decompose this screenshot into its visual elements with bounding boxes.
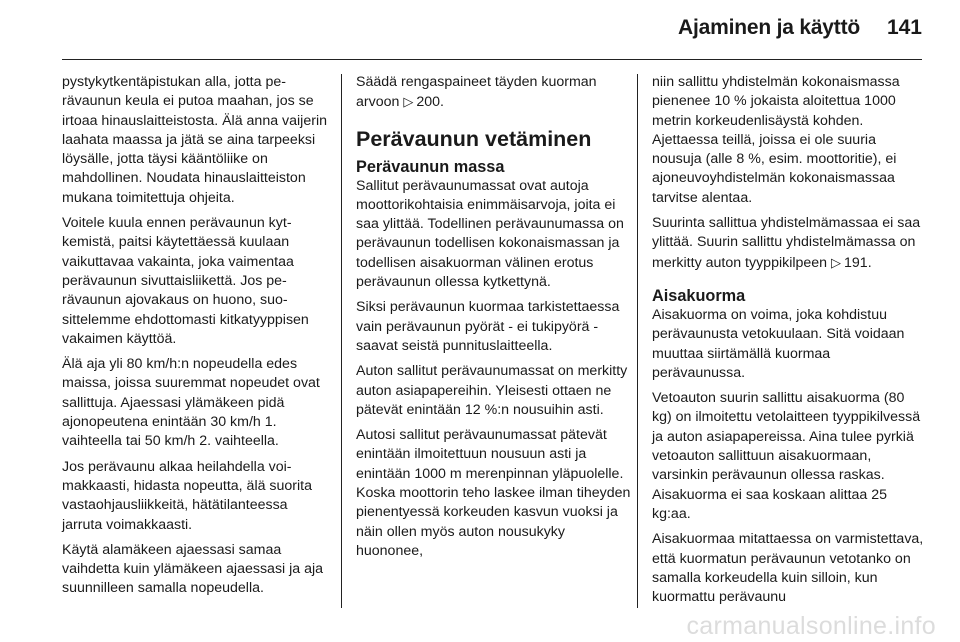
paragraph: Älä aja yli 80 km/h:n nopeudella edes maissa, joissa suuremmat nopeudet ovat sallittuja. Ajaessasi ylämäkeen pidä ajonopeutena enintään 30 km/h 1. vaihteella tai 50 km/h 2. vaihteella.: [62, 356, 320, 450]
running-header-title: Ajaminen ja käyttö: [678, 16, 860, 39]
column-divider: [637, 74, 638, 608]
paragraph: Voitele kuula ennen perävaunun kytkemistä, paitsi käytettäessä kuulaan vaikuttavaa vakainta, joka vaimentaa perävaunun sivuttaisliikettä. Jos perävaunun ajovakaus on huono, suosittelemme ehdottomasti kitkatyyppisen vakaimen käyttöä.: [62, 215, 309, 347]
paragraph: [652, 214, 924, 273]
subsection-heading: Aisakuorma: [652, 286, 746, 305]
paragraph-text: Säädä rengaspaineet täyden kuorman arvoon: [356, 74, 597, 111]
paragraph: Vetoauton suurin sallittu aisakuorma (80 kg) on ilmoitettu vetolaitteen tyyppikilvessä ja auton asiapapereissa. Aina tulee pyrkiä vetoauton sallittuun aisakuormaan, varsinkin perävaunun ollessa raskas. Aisakuorma ei saa koskaan alittaa 25 kg:aa.: [652, 390, 921, 522]
paragraph-text: Suurinta sallittua yhdistelmämassaa ei saa ylittää. Suurin sallittu yhdistelmämassa on merkitty auton tyyppikilpeen: [652, 215, 921, 271]
paragraph: pystykytkentäpistukan alla, jotta perävaunun keula ei putoa maahan, jos se irtoaa hinauslaitteistosta. Älä anna vaijerin laahata maassa ja jätä se aina tarpeeksi löysälle, jotta täysi kääntöliike on mahdollinen. Noudata hinauslaitteiston mukana toimitettuja ohjeita.: [62, 74, 327, 206]
paragraph: Sallitut perävaunumassat ovat autoja moottorikohtaisia enimmäisarvoja, joita ei saa ylittää. Todellinen perävaunumassa on perävaunun todellisen kokonaismassan ja todellisen aisakuorman välinen erotus perävaunun ollessa kytkettynä.: [356, 177, 624, 291]
paragraph: [356, 73, 632, 113]
paragraph: Siksi perävaunun kuormaa tarkistettaessa vain perävaunun pyörät - ei tukipyörä - saavat seistä punnituslaitteella.: [356, 299, 620, 354]
column-divider: [341, 74, 342, 608]
text-column-1: [62, 73, 328, 605]
paragraph: Aisakuorma on voima, joka kohdistuu perävaunusta vetokuulaan. Sitä voidaan muuttaa siirtämällä kuormaa perävaunussa.: [652, 306, 905, 381]
paragraph: Käytä alamäkeen ajaessasi samaa vaihdetta kuin ylämäkeen ajaessasi ja aja suunnilleen samalla nopeudella.: [62, 541, 324, 597]
page-reference-icon: ▷: [831, 254, 842, 270]
page-number: 141: [886, 16, 922, 39]
text-column-3: [652, 73, 924, 613]
page-reference-link[interactable]: 191.: [844, 254, 872, 271]
paragraph: Jos perävaunu alkaa heilahdella voimakkaasti, hidasta nopeutta, älä suorita vastaohjausliikkeitä, hätätilanteessa jarruta voimakkaasti.: [62, 458, 313, 533]
paragraph: Auton sallitut perävaunumassat on merkitty auton asiapapereihin. Yleisesti ottaen ne pätevät enintään 12 %:n nousuihin asti.: [356, 363, 628, 418]
watermark: carmanualsonline.info: [686, 612, 936, 640]
header-divider: [62, 59, 922, 60]
paragraph: Autosi sallitut perävaunumassat pätevät enintään ilmoitettuun nousuun asti ja enintään 1000 m merenpinnan yläpuolelle. Koska moottorin teho laskee ilman tiheyden pienentyessä korkeuden kasvun vuoksi ja näin ollen myös auton nousukyky huononee,: [356, 427, 631, 559]
paragraph: Aisakuormaa mitattaessa on varmistettava, että kuormatun perävaunun vetotanko on samalla korkeudella kuin silloin, kun kuormattu perävaunu: [652, 531, 924, 606]
page-reference-icon: ▷: [403, 94, 414, 110]
section-heading: Perävaunun vetäminen: [356, 126, 592, 151]
subsection-heading: Perävaunun massa: [356, 157, 505, 176]
paragraph: niin sallittu yhdistelmän kokonaismassa pienenee 10 % jokaista aloitettua 1000 metrin korkeudenlisäystä kohden. Ajettaessa teillä, joissa ei ole suuria nousuja (alle 8 %, esim. moottoritie), ei ajoneuvoyhdistelmän kokonaismassaa tarvitse alentaa.: [652, 74, 900, 206]
text-column-2: [356, 73, 632, 567]
page-reference-link[interactable]: 200.: [416, 94, 444, 111]
